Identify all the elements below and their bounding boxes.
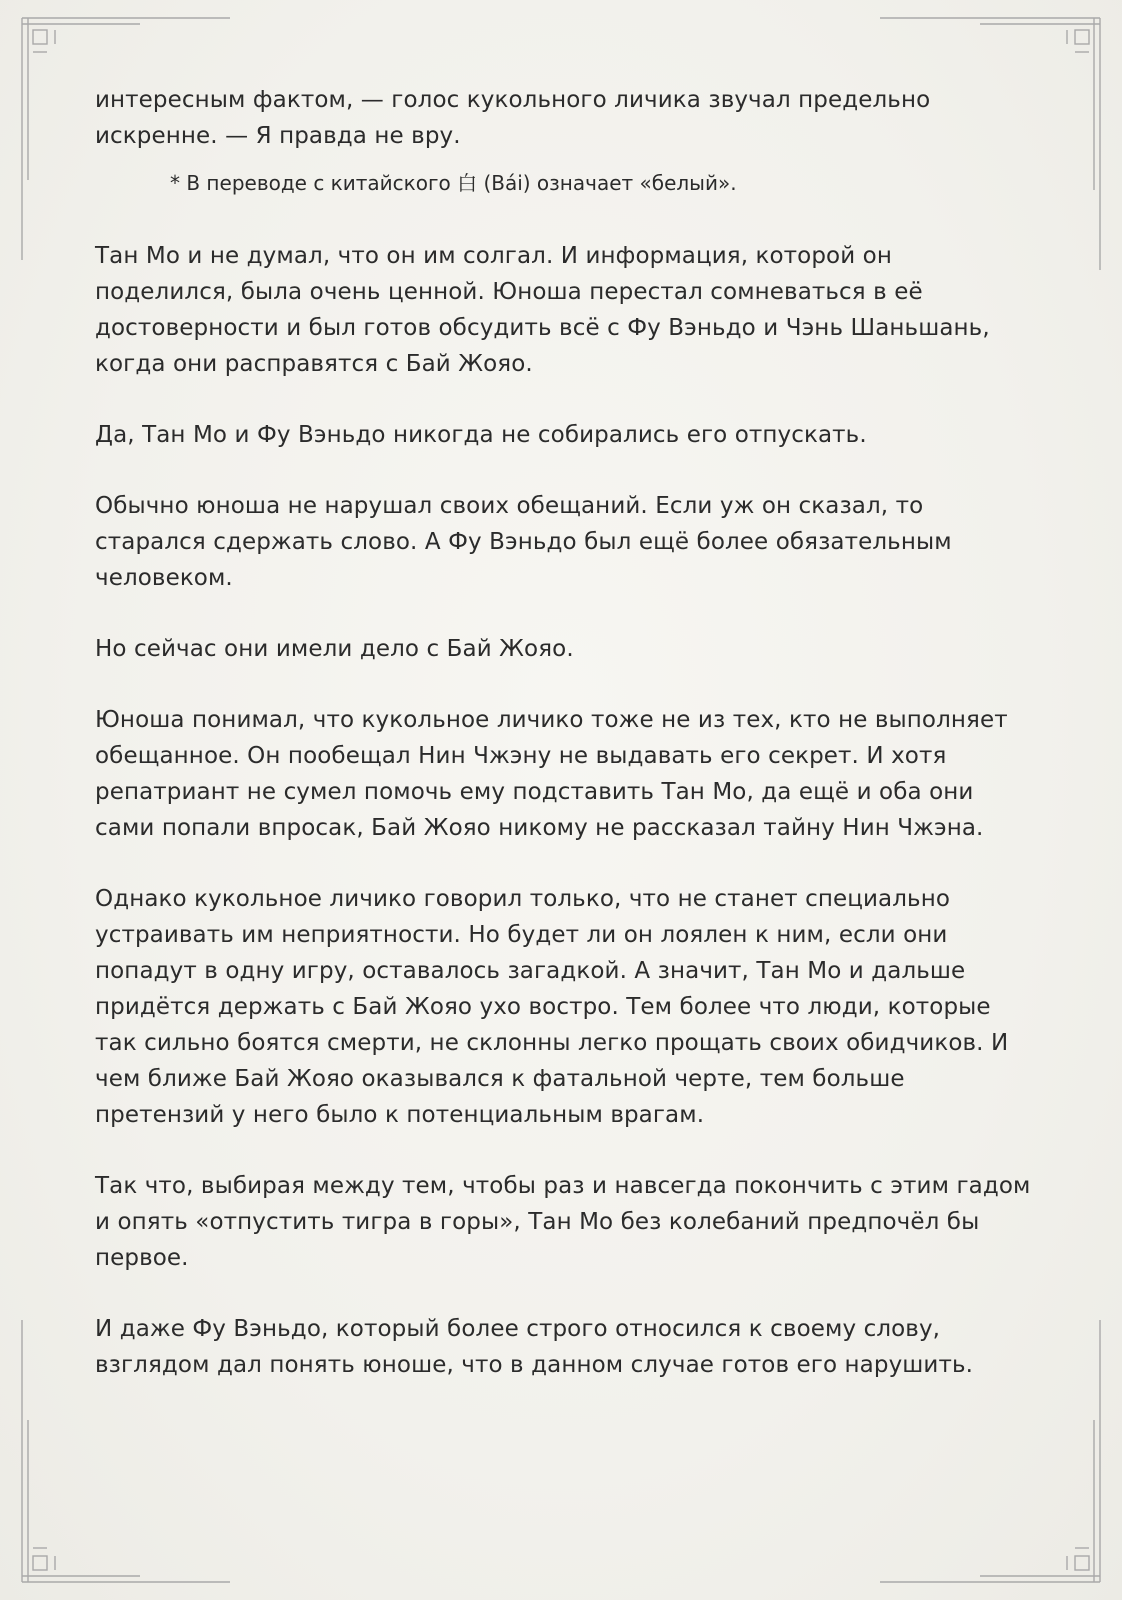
footnote: * В переводе с китайского 白 (Bái) означает «белый».	[170, 171, 737, 195]
paragraph-8: Так что, выбирая между тем, чтобы раз и навсегда покончить с этим гадом и опять «отпустить тигра в горы», Тан Мо без колебаний предпочёл бы первое.	[95, 1173, 1031, 1271]
paragraph-3: Да, Тан Мо и Фу Вэньдо никогда не собирались его отпускать.	[95, 422, 867, 448]
paragraph-7: Однако кукольное личико говорил только, что не станет специально устраивать им неприятности. Но будет ли он лоялен к ним, если они попадут в одну игру, оставалось загадкой. А значит, Тан Мо и дальше придётся держать с Бай Жояо ухо востро. Тем более что люди, которые так сильно боятся смерти, не склонны легко прощать своих обидчиков. И чем ближе Бай Жояо оказывался к фатальной черте, тем больше претензий у него было к потенциальным врагам.	[95, 886, 1009, 1128]
paragraph-6: Юноша понимал, что кукольное личико тоже не из тех, кто не выполняет обещанное. Он пообещал Нин Чжэну не выдавать его секрет. И хотя репатриант не сумел помочь ему подставить Тан Мо, да ещё и оба они сами попали впросак, Бай Жояо никому не рассказал тайну Нин Чжэна.	[95, 707, 1008, 841]
paragraph-5: Но сейчас они имели дело с Бай Жояо.	[95, 636, 574, 662]
paragraph-9: И даже Фу Вэньдо, который более строго относился к своему слову, взглядом дал понять юноше, что в данном случае готов его нарушить.	[95, 1316, 974, 1378]
paragraph-4: Обычно юноша не нарушал своих обещаний. Если уж он сказал, то старался сдержать слово. А Фу Вэньдо был ещё более обязательным человеком.	[95, 493, 952, 591]
document-body	[95, 82, 1035, 1418]
paragraph-1: интересным фактом, — голос кукольного личика звучал предельно искренне. — Я правда не вру.	[95, 87, 931, 149]
paragraph-2: Тан Мо и не думал, что он им солгал. И информация, которой он поделился, была очень ценной. Юноша перестал сомневаться в её достоверности и был готов обсудить всё с Фу Вэньдо и Чэнь Шаньшань, когда они расправятся с Бай Жояо.	[95, 243, 990, 377]
